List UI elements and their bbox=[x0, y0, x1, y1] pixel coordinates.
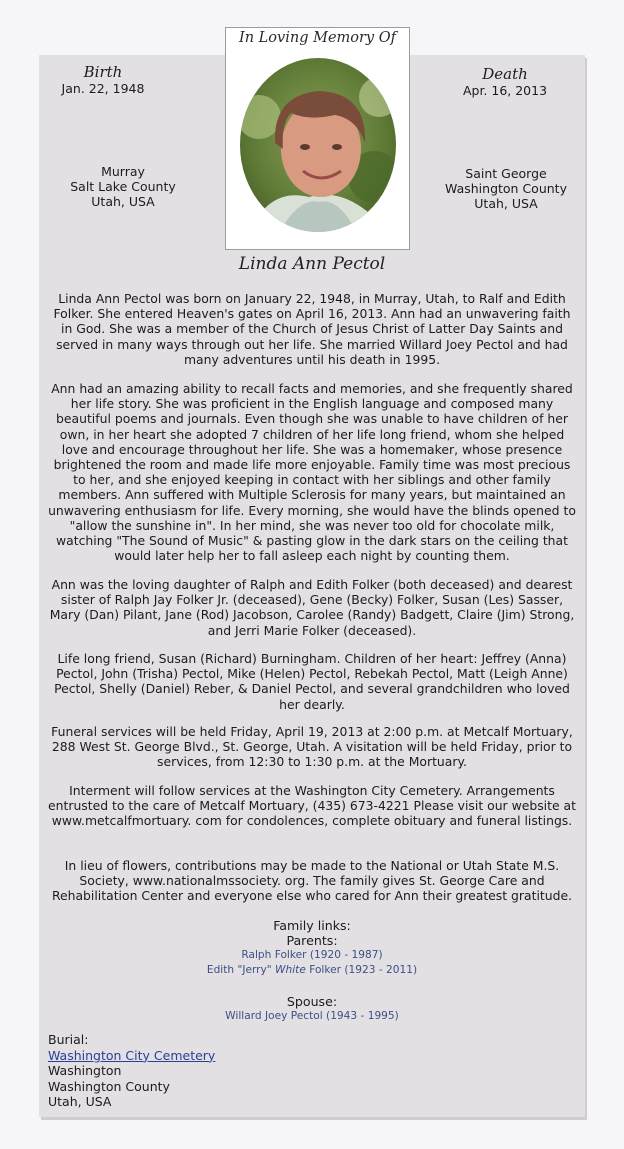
burial-label: Burial: bbox=[48, 1032, 89, 1047]
birth-place bbox=[48, 164, 198, 209]
birth-block bbox=[48, 63, 158, 96]
cemetery-link[interactable]: Washington City Cemetery bbox=[48, 1047, 216, 1063]
obituary-paragraph: Ann had an amazing ability to recall facts and memories, and she frequently shared her life story. She was proficient in the English language and composed many beautiful poems and journals. Even though she was unable to have children of her own, in her heart she adopted 7 children of her life long friend, whom she helped love and encourage throughout her life. She was a homemaker, whose presence brightened the room and made life more enjoyable. Family time was most precious to her, and she enjoyed keeping in contact with her siblings and other family members. Ann suffered with Multiple Sclerosis for many years, but maintained an unwavering enthusiasm for life. Every morning, she would have the blinds opened to "allow the sunshine in". In her mind, she was never too old for chocolate milk, watching "The Sound of Music" & pasting glow in the dark stars on the ceiling that would later help her to fall asleep each night by counting them. bbox=[48, 381, 576, 564]
father-link[interactable]: Ralph Folker (1920 - 1987) bbox=[241, 949, 383, 961]
obituary-paragraph: Linda Ann Pectol was born on January 22, 1948, in Murray, Utah, to Ralf and Edith Folker. She entered Heaven's gates on April 16, 2013. Ann had an unwavering faith in God. She was a member of the Church of Jesus Christ of Latter Day Saints and served in many ways through out her life. She married Willard Joey Pectol and had many adventures until his death in 1995. bbox=[53, 291, 571, 367]
spouse-link[interactable]: Willard Joey Pectol (1943 - 1995) bbox=[225, 1010, 399, 1022]
obituary-paragraph: In lieu of flowers, contributions may be made to the National or Utah State M.S. Society, www.nationalmssociety. org. The family gives St. George Care and Rehabilitation Center and everyone else who cared for Ann their greatest gratitude. bbox=[51, 858, 573, 904]
obituary-paragraph: Life long friend, Susan (Richard) Burningham. Children of her heart: Jeffrey (Anna) Pectol, John (Trisha) Pectol, Mike (Helen) Pectol, Rebekah Pectol, Matt (Leigh Anne) Pectol, Shelly (Daniel) Reber, & Daniel Pectol, and several grandchildren who loved her dearly. bbox=[54, 651, 570, 712]
death-place-line: Saint George bbox=[465, 166, 547, 181]
birth-place-line: Salt Lake County bbox=[70, 179, 176, 194]
mother-link[interactable] bbox=[0, 963, 624, 978]
portrait-photo bbox=[239, 57, 397, 233]
photo-frame bbox=[225, 27, 410, 250]
obituary-paragraph: Funeral services will be held Friday, April 19, 2013 at 2:00 p.m. at Metcalf Mortuary, 288 West St. George Blvd., St. George, Utah. A visitation will be held Friday, prior to services, from 12:30 to 1:30 p.m. at the Mortuary. bbox=[51, 724, 573, 770]
birth-heading: Birth bbox=[83, 63, 123, 81]
birth-place-line: Utah, USA bbox=[91, 194, 155, 209]
birth-date: Jan. 22, 1948 bbox=[61, 81, 145, 96]
death-place-line: Washington County bbox=[445, 181, 567, 196]
death-place-line: Utah, USA bbox=[474, 196, 538, 211]
obituary-paragraph: Interment will follow services at the Washington City Cemetery. Arrangements entrusted to the care of Metcalf Mortuary, (435) 673-4221 Please visit our website at www.metcalfmortuary. com for condolences, complete obituary and funeral listings. bbox=[48, 783, 576, 829]
mother-suffix: Folker (1923 - 2011) bbox=[305, 964, 418, 976]
family-links-heading: Family links: bbox=[273, 918, 351, 933]
spouse-label: Spouse: bbox=[286, 994, 338, 1009]
mother-prefix: Edith "Jerry" bbox=[206, 964, 276, 976]
parents-label: Parents: bbox=[286, 933, 338, 948]
memory-title: In Loving Memory Of bbox=[239, 30, 396, 46]
family-links bbox=[0, 918, 624, 978]
burial-city: Washington bbox=[48, 1063, 122, 1079]
death-place bbox=[440, 166, 572, 211]
birth-place-line: Murray bbox=[101, 164, 145, 179]
burial-section bbox=[48, 1032, 215, 1110]
deceased-name: Linda Ann Pectol bbox=[238, 254, 386, 274]
spouse-section bbox=[0, 994, 624, 1024]
obituary-paragraph: Ann was the loving daughter of Ralph and Edith Folker (both deceased) and dearest sister of Ralph Jay Folker Jr. (deceased), Gene (Becky) Folker, Susan (Les) Sasser, Mary (Dan) Pilant, Jane (Rod) Jacobson, Carolee (Randy) Badgett, Claire (Jim) Strong, and Jerri Marie Folker (deceased). bbox=[49, 577, 575, 638]
death-block bbox=[445, 65, 565, 98]
death-heading: Death bbox=[482, 65, 528, 83]
burial-county: Washington County bbox=[48, 1078, 170, 1094]
mother-maiden-name: White bbox=[275, 964, 306, 976]
death-date: Apr. 16, 2013 bbox=[462, 83, 548, 98]
burial-state: Utah, USA bbox=[48, 1094, 112, 1110]
